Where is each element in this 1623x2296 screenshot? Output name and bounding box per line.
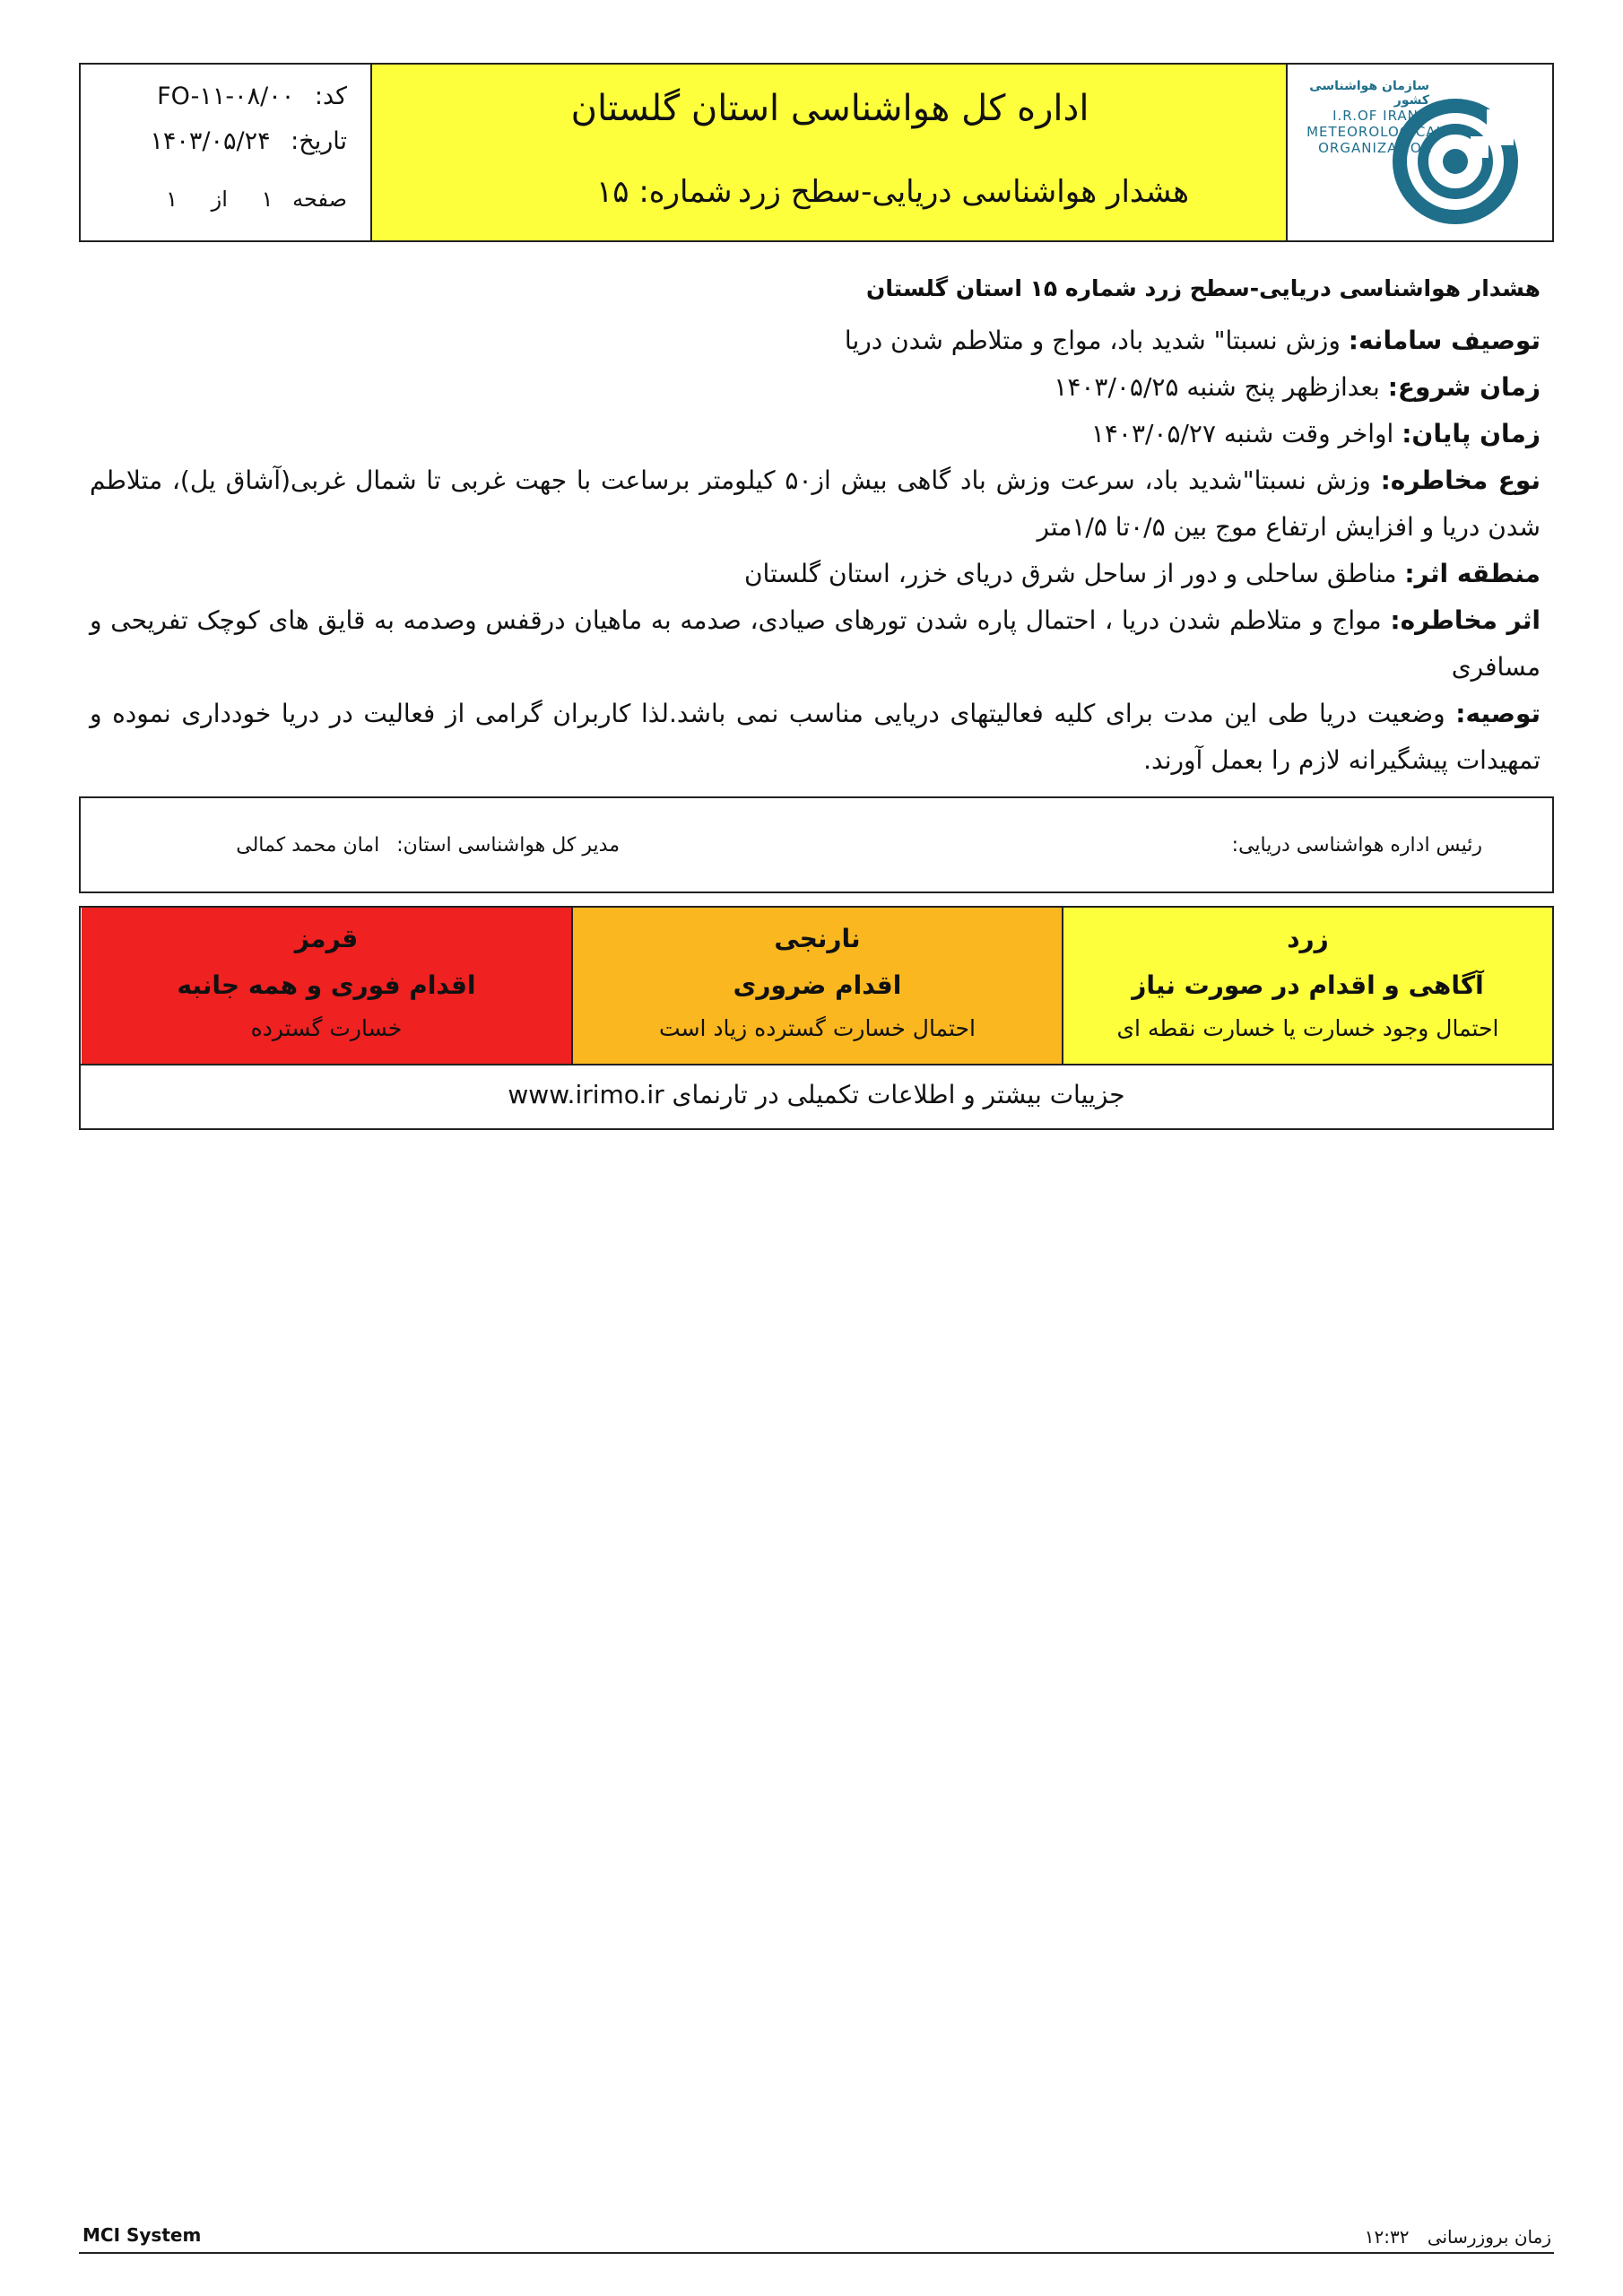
advice-value: وضعیت دریا طی این مدت برای کلیه فعالیتهای دریایی مناسب نمی باشد.لذا کاربران گرامی از فعالیت در دریا خودداری نموده و تمهیدات پیشگیرانه لازم را بعمل آورند. [90,699,1541,775]
date-value: ۱۴۰۳/۰۵/۲۴ [150,127,271,155]
level-yellow-action: آگاهی و اقدام در صورت نیاز [1132,970,1484,1000]
start-value: بعدازظهر پنج شنبه ۱۴۰۳/۰۵/۲۵ [1054,372,1380,402]
update-value: ۱۲:۳۲ [1364,2226,1410,2248]
page-label: صفحه [292,187,347,212]
advice [90,691,1541,784]
level-red-desc: خسارت گسترده [250,1015,403,1041]
update-time [1365,2226,1551,2248]
warning-body [90,265,1541,784]
level-orange-action: اقدام ضروری [733,970,902,1000]
hazard-impact [90,597,1541,691]
director-label: مدیر کل هواشناسی استان: [396,834,620,857]
document-meta [81,65,370,240]
level-orange-name: نارنجی [774,924,861,953]
advice-label: توصیه: [1455,699,1541,728]
page-total: ۱ [166,187,178,212]
logo-en-line-3: ORGANIZATION [1318,140,1433,156]
area-value: مناطق ساحلی و دور از ساحل شرق دریای خزر، استان گلستان [743,559,1397,588]
level-yellow-name: زرد [1287,924,1329,953]
level-yellow-desc: احتمال وجود خسارت یا خسارت نقطه ای [1116,1015,1499,1041]
logo-fa-text: سازمان هواشناسی کشور [1309,79,1429,108]
system-label: توصیف سامانه: [1348,326,1541,355]
code-row [144,83,347,110]
level-orange-desc: احتمال خسارت گسترده زیاد است [659,1015,976,1041]
level-red-name: قرمز [294,924,359,953]
director-name: امان محمد کمالی [236,834,380,857]
end-label: زمان پایان: [1402,419,1541,448]
footer-divider [79,2252,1554,2254]
logo-en-line-1: I.R.OF IRAN [1332,108,1419,124]
org-title: اداره کل هواشناسی استان گلستان [570,88,1089,129]
impact-label: اثر مخاطره: [1390,605,1541,635]
page-row [153,187,347,212]
more-info-link[interactable]: جزییات بیشتر و اطلاعات تکمیلی در تارنمای www.irimo.ir [81,1064,1552,1127]
logo-cell [1286,65,1552,240]
page-current: ۱ [261,187,273,212]
area-label: منطقه اثر: [1404,559,1541,588]
date-row [137,127,347,155]
title-cell [370,65,1288,240]
code-value: FO-۱۱-۰۸/۰۰ [157,83,295,110]
end-time [90,411,1541,457]
start-time [90,364,1541,411]
system-description [90,317,1541,364]
impact-value: مواج و متلاطم شدن دریا ، احتمال پاره شدن تورهای صیادی، صدمه به ماهیان درقفس وصدمه به قایق های کوچک تفریحی و مسافری [90,605,1541,682]
impact-area [90,551,1541,597]
system-value: وزش نسبتا" شدید باد، مواج و متلاطم شدن دریا [844,326,1341,355]
level-red-action: اقدام فوری و همه جانبه [177,970,476,1000]
level-red [82,908,571,1064]
organization-logo-icon [1388,91,1523,226]
hazard-type-value: وزش نسبتا"شدید باد، سرعت وزش باد گاهی بیش از۵۰ کیلومتر برساعت با جهت غربی تا شمال غربی(آشاق یل)، متلاطم شدن دریا و افزایش ارتفاع موج بین ۰/۵تا ۱/۵متر [90,465,1541,542]
number-value: ۱۵ [596,174,629,210]
logo-en-line-2: METEOROLOGICAL [1306,124,1445,140]
director-signature [236,834,620,857]
hazard-type [90,457,1541,551]
start-label: زمان شروع: [1387,372,1541,402]
body-heading: هشدار هواشناسی دریایی-سطح زرد شماره ۱۵ استان گلستان [866,275,1541,301]
signature-box [79,796,1554,893]
hazard-type-label: نوع مخاطره: [1380,465,1541,495]
level-yellow [1062,908,1552,1064]
date-label: تاریخ: [291,127,347,155]
code-label: کد: [314,83,347,110]
warning-number [596,174,733,210]
document-header [79,63,1554,242]
warning-subtitle: هشدار هواشناسی دریایی-سطح زرد [737,174,1189,210]
update-label: زمان بروزرسانی [1427,2226,1551,2248]
system-name: MCI System [82,2224,202,2246]
warning-levels-table [79,906,1554,1130]
marine-head-signature: رئیس اداره هواشناسی دریایی: [1231,834,1482,857]
end-value: اواخر وقت شنبه ۱۴۰۳/۰۵/۲۷ [1090,419,1394,448]
page-of: از [211,187,228,212]
level-orange [571,908,1062,1064]
number-label: شماره: [638,174,733,210]
